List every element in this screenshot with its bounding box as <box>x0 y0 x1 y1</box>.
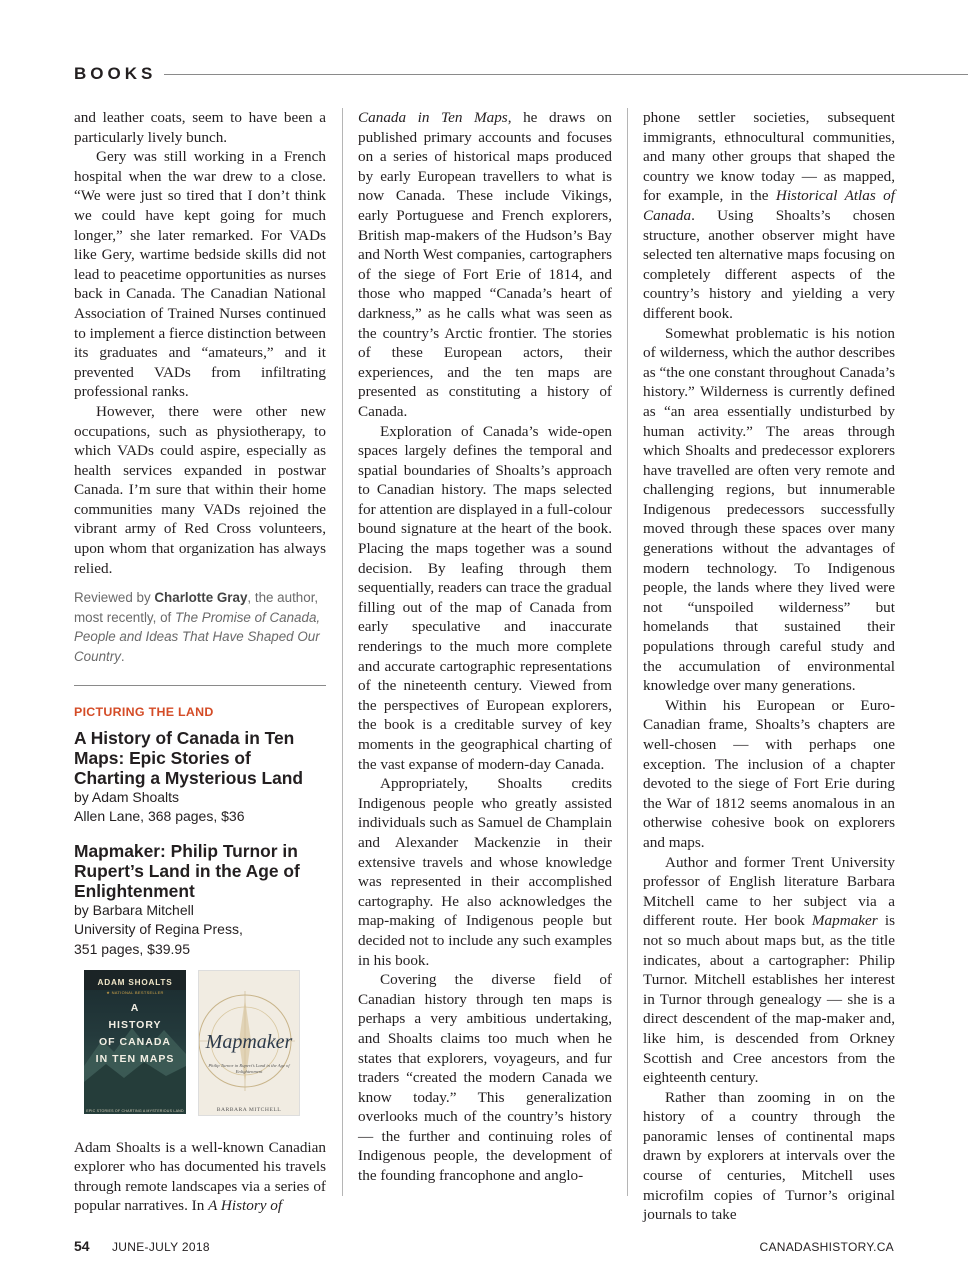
issue-date: JUNE-JULY 2018 <box>112 1240 210 1254</box>
reviewer-work: The Promise of Canada, People and Ideas That Have Shaped Our Country <box>74 609 321 665</box>
book-info-1 <box>74 728 326 827</box>
column-divider-1 <box>342 108 343 1196</box>
text-run: is not so much about maps but, as the title indicates, about a cartographer: Philip Turnor. Mitchell establishes her interest in Turnor through genealogy — she is a direct descendent of the map-maker and, like him, is descended from Orkney Scottish and Cree ancestors from the eighteenth century. <box>643 912 895 1087</box>
paragraph: Covering the diverse field of Canadian history through ten maps is perhaps a very ambitious undertaking, and Shoalts claims too much when he states that explorers, voyageurs, and fur traders “created the modern Canada we know today.” This generalization overlooks much of the country’s history — the further and continuing roles of Indigenous people, the development of the founding francophone and anglo- <box>358 971 612 1185</box>
page-number: 54 <box>74 1238 90 1254</box>
text-run: phone settler societies, subsequent immigrants, ethnocultural communities, and many other groups that shaped the country we know today — as mapped, for example, in the <box>643 109 895 205</box>
reviewer-credit <box>74 588 326 666</box>
cover-subtitle: Philip Turnor in Rupert’s Land in the Age of Enlightenment <box>208 1062 290 1074</box>
reviewer-middle: , the author, most recently, of <box>74 590 319 625</box>
section-kicker: PICTURING THE LAND <box>74 704 214 719</box>
book-cover-history-of-canada <box>84 970 186 1114</box>
text-run: . Using Shoalts’s chosen structure, another observer might have selected ten alternative maps focusing on completely different aspects of the country’s history and yielding a very different book. <box>643 206 895 322</box>
paragraph <box>358 108 612 422</box>
cover-title-line: A <box>130 1001 140 1014</box>
cover-subtitle: EPIC STORIES OF CHARTING A MYSTERIOUS LAND <box>86 1108 184 1113</box>
text-run: Author and former Trent University professor of English literature Barbara Mitchell came to her subject via a different route. Her book <box>643 853 895 930</box>
reviewer-prefix: Reviewed by <box>74 590 155 606</box>
book-author: by Barbara Mitchell <box>74 901 194 918</box>
book-cover-mapmaker <box>198 970 300 1116</box>
site-url: CANADASHISTORY.CA <box>759 1240 894 1254</box>
cover-author: BARBARA MITCHELL <box>216 1106 282 1113</box>
book-publisher: Allen Lane, 368 pages, $36 <box>74 808 245 825</box>
text-run: Adam Shoalts is a well-known Canadian explorer who has documented his travels through remote landscapes via a series of popular narratives. In <box>74 1138 326 1215</box>
cover-tagline: ★ NATIONAL BESTSELLER <box>106 989 164 995</box>
column-2 <box>358 108 612 1186</box>
column-1 <box>74 108 326 1216</box>
book-covers <box>74 970 326 1118</box>
paragraph: Appropriately, Shoalts credits Indigenous people who greatly assisted individuals such as Samuel de Champlain and Alexander Mackenzie in their extensive travels and whose knowledge was represented in their accomplished cartography. He also acknowledges the map-making of Indigenous people but decided not to include any such examples in his book. <box>358 775 612 969</box>
paragraph: Somewhat problematic is his notion of wilderness, which the author describes as “the one constant throughout Canada’s history.” Wilderness is currently defined as “an area essentially undisturbed by human activity.” The areas through which Shoalts and predecessor explorers have travelled are often very remote and challenging regions, but innumerable Indigenous predecessors successfully moved through these spaces over many generations without the advantages of modern technology. To Indigenous people, the lands where they lived were not “unspoiled wilderness” but homelands that sustained their populations through careful study and the accumulation of environmental knowledge over many generations. <box>643 324 895 695</box>
column-divider-2 <box>627 108 628 1196</box>
book-title-italic: Mapmaker <box>811 912 878 930</box>
section-label: BOOKS <box>74 62 164 86</box>
paragraph <box>643 853 895 1088</box>
book-author: by Adam Shoalts <box>74 788 180 805</box>
cover-title-line: IN TEN MAPS <box>95 1052 175 1065</box>
reviewer-end: . <box>120 649 125 665</box>
cover-title-line: HISTORY <box>108 1018 162 1031</box>
cover-title-line: OF CANADA <box>99 1035 171 1048</box>
book-info-2 <box>74 841 326 960</box>
book-title: Mapmaker: Philip Turnor in Rupert’s Land in the Age of Enlightenment <box>74 840 300 901</box>
paragraph: Rather than zooming in on the history of a country through the panoramic lenses of continental maps drawn by explorers at intervals over the course of centuries, Mitchell uses microfilm copies of Turnor’s original journals to take <box>643 1088 895 1224</box>
paragraph: Within his European or Euro-Canadian frame, Shoalts’s chapters are well-chosen — with perhaps one exception. The inclusion of a chapter devoted to the siege of Fort Erie during the War of 1812 seems anomalous in an otherwise cohesive book on explorers and maps. <box>643 696 895 851</box>
book-title: A History of Canada in Ten Maps: Epic Stories of Charting a Mysterious Land <box>74 727 304 788</box>
paragraph <box>74 1138 326 1216</box>
cover-title: Mapmaker <box>205 1030 293 1053</box>
cover-author: ADAM SHOALTS <box>97 977 173 987</box>
text-run: , he draws on published primary accounts and focuses on a series of historical maps produced by early European travellers to what is now Canada. These include Vikings, early Portuguese and French explorers, British map-makers of the Hudson’s Bay and North West companies, cartographers of the siege of Fort Erie of 1814, and those who mapped “Canada’s heart of darkness,” as he calls what was seen as the country’s Arctic frontier. The stories of these European actors, their experiences, and the ten maps are presented as constituting a history of Canada. <box>358 109 612 420</box>
section-header <box>74 62 968 86</box>
book-title-italic: Canada in Ten Maps <box>358 109 508 126</box>
header-rule <box>162 74 968 75</box>
reviewer-name: Charlotte Gray <box>154 590 248 606</box>
column-3 <box>643 108 895 1225</box>
paragraph: Exploration of Canada’s wide-open spaces largely defines the temporal and spatial boundaries of Shoalts’s approach to Canadian history. The maps selected for attention are displayed in a full-colour bound signature at the heart of the book. Placing the maps together was a sound decision. By leafing through them sequentially, readers can trace the gradual filling out of the map of Canada from early speculative and inaccurate renderings to the much more complete and accurate cartographic representations of the nineteenth century. Viewed from the perspectives of European explorers, the book is a creditable survey of key moments in the geographical charting of the vast expanse of modern-day Canada. <box>358 422 612 773</box>
book-title-italic: A History of <box>208 1197 283 1215</box>
cover-title <box>84 1000 186 1068</box>
section-divider <box>74 685 326 686</box>
book-title-italic: Historical Atlas of Canada <box>643 187 895 224</box>
book-publisher: University of Regina Press, <box>74 921 243 938</box>
paragraph: and leather coats, seem to have been a particularly lively bunch. <box>74 109 326 146</box>
paragraph: Gery was still working in a French hospital when the war drew to a close. “We were just so tired that I don’t think we could have kept going for much longer,” she later remarked. For VADs like Gery, wartime bedside skills did not lead to peacetime opportunities as nurses back in Canada. The Canadian National Association of Trained Nurses continued to implement a fierce distinction between its graduates and “amateurs,” and it prevented VADs from infiltrating professional ranks. <box>74 148 326 401</box>
paragraph: However, there were other new occupations, such as physiotherapy, to which VADs could aspire, especially as health services expanded in postwar Canada. I’m sure that within their home communities many VADs rejoined the vibrant army of Red Cross volunteers, upon whom that organization has always relied. <box>74 402 326 577</box>
paragraph <box>643 108 895 324</box>
book-pages-price: 351 pages, $39.95 <box>74 941 190 957</box>
